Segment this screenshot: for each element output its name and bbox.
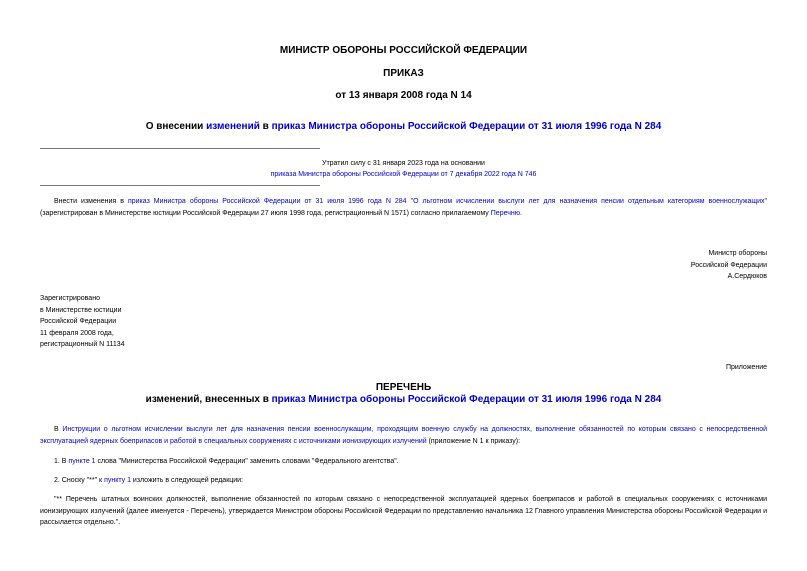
item-2-link[interactable]: пункту 1 <box>104 477 131 484</box>
registration-line5: регистрационный N 11134 <box>40 341 125 348</box>
item-1-link[interactable]: пункте 1 <box>68 458 96 465</box>
item-1 <box>54 456 399 468</box>
intro-middle: (зарегистрирован в Министерстве юстиции Российской Федерации 27 июля 1998 года, регистрационный N 1571) согласно прилагаемому <box>40 209 491 217</box>
item-1-end: слова "Министерства Российской Федерации" заменить словами "Федерального агентства". <box>95 458 399 465</box>
registration-line2: в Министерстве юстиции <box>40 306 122 314</box>
registration-line1: Зарегистрировано <box>40 295 100 302</box>
appendix-subtitle-link[interactable]: приказ Министра обороны Российской Федерации от 31 июля 1996 года N 284 <box>271 394 662 405</box>
registration-line4: 11 февраля 2008 года, <box>40 329 114 337</box>
instruction-prefix: В <box>54 426 63 433</box>
document-date-number: от 13 января 2008 года N 14 <box>335 90 472 101</box>
expired-note-line1: Утратил силу с 31 января 2023 года на основании <box>322 160 485 167</box>
item-2-prefix: 2. Сноску "**" к <box>54 477 105 484</box>
appendix-label: Приложение <box>725 364 767 371</box>
appendix-subtitle-prefix: изменений, внесенных в <box>145 394 272 405</box>
subject-mid: в <box>259 121 272 132</box>
signature-line2: Российской Федерации <box>690 261 767 269</box>
document-subject <box>0 121 807 132</box>
signature-name: А.Сердюков <box>727 273 767 280</box>
subject-link-changes[interactable]: изменений <box>206 121 260 132</box>
intro-paragraph <box>40 196 767 219</box>
subject-prefix: О внесении <box>145 121 207 132</box>
appendix-subtitle <box>0 394 807 405</box>
divider-top <box>40 148 320 149</box>
instruction-paragraph <box>40 424 767 447</box>
signature-block <box>691 248 767 283</box>
intro-end: . <box>520 209 522 217</box>
subject-link-order-284[interactable]: приказ Министра обороны Российской Федерации от 31 июля 1996 года N 284 <box>271 121 662 132</box>
intro-link-list[interactable]: Перечню <box>490 209 521 217</box>
intro-prefix: Внести изменения в <box>54 198 128 205</box>
document-type: ПРИКАЗ <box>383 68 424 79</box>
expired-note-link[interactable]: приказа Министра обороны Российской Федерации от 7 декабря 2022 года N 746 <box>270 171 537 178</box>
registration-line3: Российской Федерации <box>40 318 117 325</box>
signature-line1: Министр обороны <box>708 250 767 257</box>
item-2-end: изложить в следующей редакции: <box>130 477 244 484</box>
intro-link-order-284[interactable]: приказ Министра обороны Российской Федерации от 31 июля 1996 года N 284 "О льготном исчислении выслуги лет для назначения пенсии отдельным категориям военнослужащих" <box>127 198 767 205</box>
divider-bottom <box>40 185 320 186</box>
appendix-title: ПЕРЕЧЕНЬ <box>375 382 432 393</box>
footnote-paragraph: "** Перечень штатных воинских должностей, выполнение обязанностей по которым связано с непосредственной эксплуатацией ядерных боеприпасов и работой в специальных сооружениях с источниками ионизирующих излучений (далее именуется - Перечень), утверждается Министром обороны Российской Федерации по представлению начальника 12 Главного управления Министерства обороны Российской Федерации и рассылается отдельно.". <box>40 496 767 526</box>
item-2 <box>54 475 243 487</box>
item-1-prefix: 1. В <box>54 458 69 465</box>
instruction-end: (приложение N 1 к приказу): <box>426 437 521 445</box>
ministry-heading: МИНИСТР ОБОРОНЫ РОССИЙСКОЙ ФЕДЕРАЦИИ <box>279 45 528 56</box>
instruction-link[interactable]: Инструкции о льготном исчислении выслуги лет для назначения пенсии военнослужащим, проходящим военную службу на должностях, выполнение обязанностей по которым связано с непосредственной эксплуатацией ядерных боеприпасов и работой в специальных сооружениях с источниками ионизирующих излучений <box>40 426 767 445</box>
registration-block <box>40 293 125 351</box>
